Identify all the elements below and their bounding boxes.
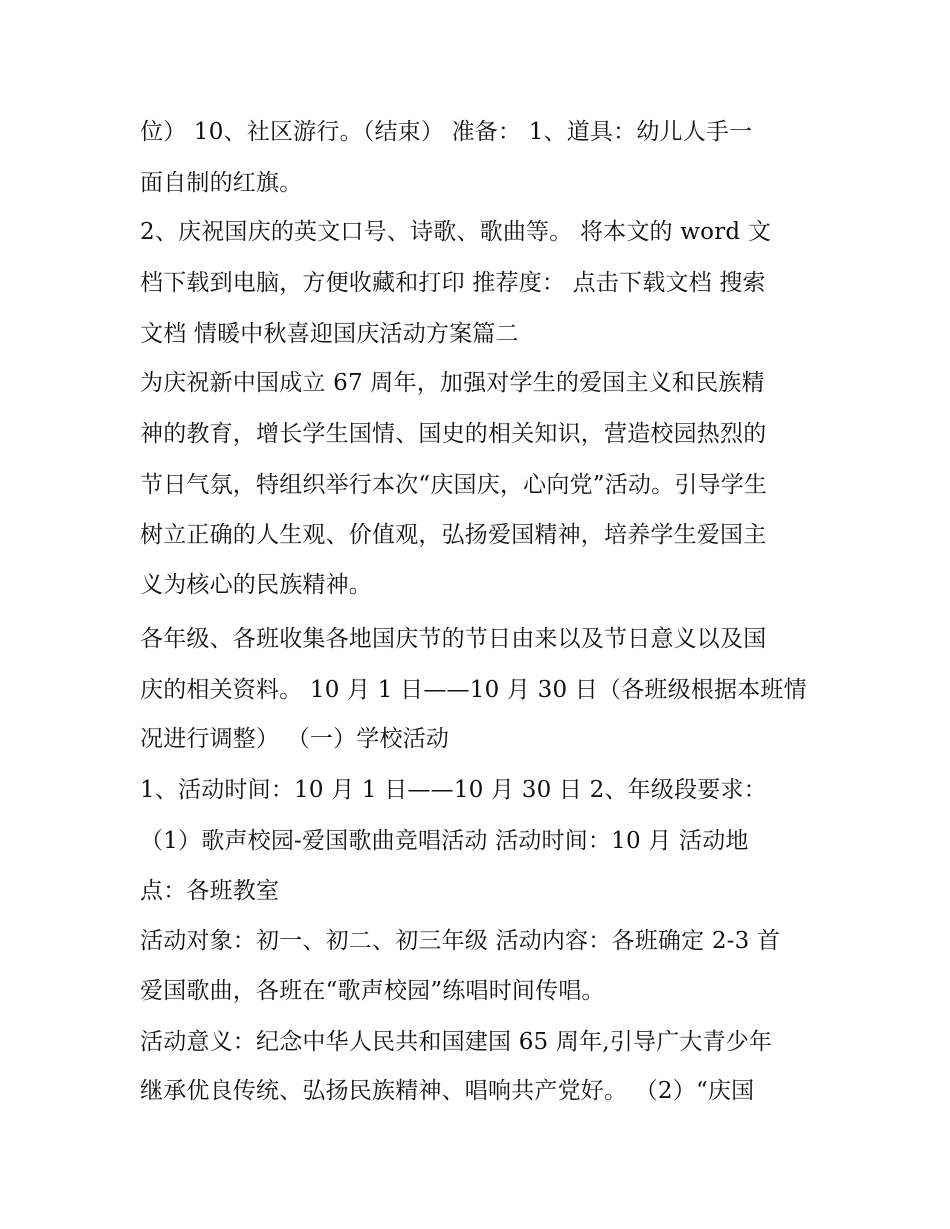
text-line: 位） 10、社区游行。（结束） 准备： 1、道具：幼儿人手一 <box>140 119 753 145</box>
text-line: 继承优良传统、弘扬民族精神、唱响共产党好。 （2）“庆国 <box>140 1078 755 1104</box>
text-line: 各年级、各班收集各地国庆节的节日由来以及节日意义以及国 <box>140 626 767 652</box>
text-line: 活动意义：纪念中华人民共和国建国 65 周年,引导广大青少年 <box>140 1029 773 1055</box>
text-line: 神的教育，增长学生国情、国史的相关知识，营造校园热烈的 <box>140 421 767 447</box>
text-line: （1）歌声校园-爱国歌曲竞唱活动 活动时间：10 月 活动地 <box>140 828 749 854</box>
text-line: 文档 情暖中秋喜迎国庆活动方案篇二 <box>140 321 519 347</box>
text-line: 2、庆祝国庆的英文口号、诗歌、歌曲等。 将本文的 word 文 <box>140 219 772 245</box>
text-line: 面自制的红旗。 <box>140 170 303 196</box>
text-line: 档下载到电脑，方便收藏和打印 推荐度： 点击下载文档 搜索 <box>140 270 766 296</box>
text-line: 爱国歌曲，各班在“歌声校园”练唱时间传唱。 <box>140 978 605 1004</box>
text-line: 节日气氛，特组织举行本次“庆国庆，心向党”活动。引导学生 <box>140 472 768 498</box>
text-line: 况进行调整） （一）学校活动 <box>140 726 450 752</box>
text-line: 1、活动时间：10 月 1 日——10 月 30 日 2、年级段要求： <box>140 777 767 803</box>
text-line: 点：各班教室 <box>140 878 280 904</box>
text-line: 为庆祝新中国成立 67 周年，加强对学生的爱国主义和民族精 <box>140 370 765 396</box>
text-line: 庆的相关资料。 10 月 1 日——10 月 30 日（各班级根据本班情 <box>140 677 807 703</box>
text-line: 树立正确的人生观、价值观，弘扬爱国精神，培养学生爱国主 <box>140 522 767 548</box>
text-line: 义为核心的民族精神。 <box>140 572 372 598</box>
text-line: 活动对象：初一、初二、初三年级 活动内容：各班确定 2-3 首 <box>140 928 781 954</box>
